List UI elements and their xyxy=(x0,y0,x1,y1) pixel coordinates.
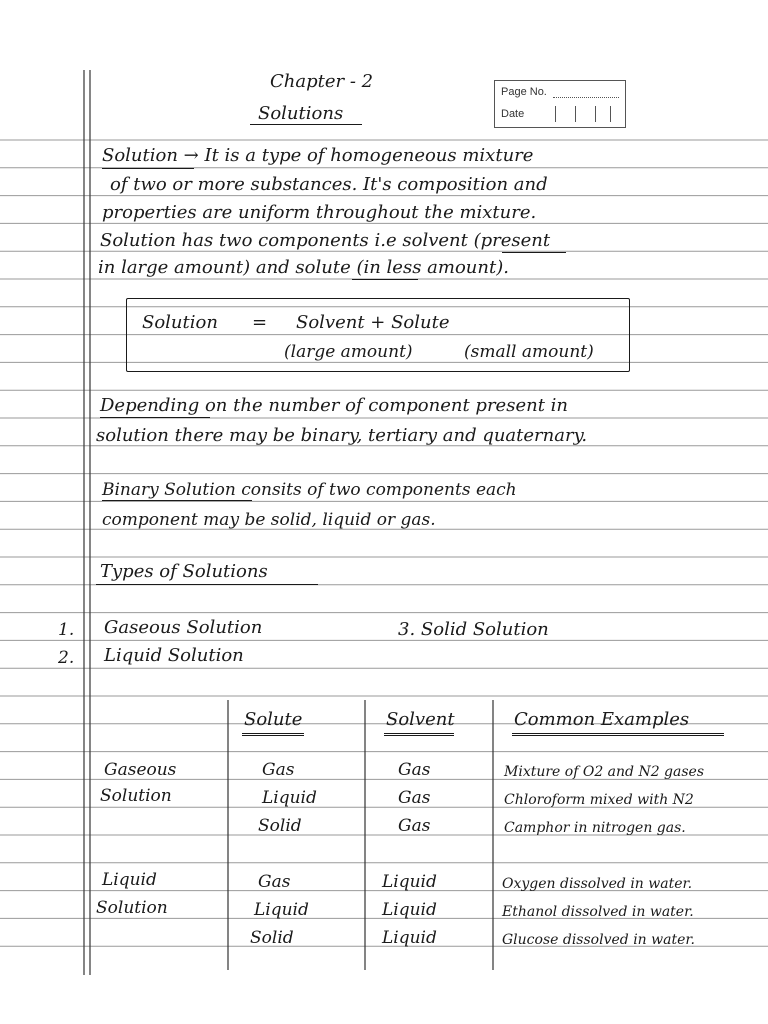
table-cell-example: Chloroform mixed with N2 xyxy=(504,792,694,808)
chapter-heading: Chapter - 2 xyxy=(270,71,374,92)
types-heading: Types of Solutions xyxy=(100,561,268,582)
type-item-number: 2. xyxy=(58,648,75,668)
equation-lhs: Solution xyxy=(142,312,218,333)
type-item-liquid: Liquid Solution xyxy=(104,645,244,666)
page-title: Solutions xyxy=(258,103,344,124)
table-cell-solvent: Liquid xyxy=(382,872,437,892)
table-cell-solvent: Gas xyxy=(398,816,431,836)
table-cell-solvent: Liquid xyxy=(382,900,437,920)
table-cell-solute: Gas xyxy=(258,872,291,892)
definition-line-5: in large amount) and solute (in less amount). xyxy=(98,257,509,278)
table-group-name: Liquid xyxy=(102,870,157,890)
header-underline xyxy=(512,733,724,736)
definition-line-2: of two or more substances. It's composition and xyxy=(110,174,548,195)
equation-equals: = xyxy=(252,312,268,333)
table-header-solute: Solute xyxy=(244,709,303,730)
table-cell-solute: Liquid xyxy=(262,788,317,808)
binary-underline xyxy=(102,500,252,501)
table-cell-solvent: Gas xyxy=(398,788,431,808)
date-cell-divider xyxy=(595,106,596,122)
type-item-number: 1. xyxy=(58,620,75,640)
solution-underline xyxy=(102,168,194,169)
page-date-box xyxy=(494,80,626,128)
date-cell-divider xyxy=(555,106,556,122)
binary-line-2: component may be solid, liquid or gas. xyxy=(102,510,436,530)
depending-line-1: Depending on the number of component present in xyxy=(100,395,568,416)
table-cell-solvent: Gas xyxy=(398,760,431,780)
page-no-line xyxy=(553,97,619,98)
type-item-solid: 3. Solid Solution xyxy=(398,619,549,640)
table-header-solvent: Solvent xyxy=(386,709,455,730)
definition-line-1: Solution → It is a type of homogeneous mixture xyxy=(102,145,534,166)
table-cell-solute: Solid xyxy=(258,816,302,836)
definition-line-3: properties are uniform throughout the mixture. xyxy=(102,202,537,223)
header-underline xyxy=(242,733,304,736)
equation-note-solvent: (large amount) xyxy=(284,342,413,362)
equation-note-solute: (small amount) xyxy=(464,342,594,362)
definition-line-4: Solution has two components i.e solvent (present xyxy=(100,230,551,251)
table-cell-example: Mixture of O2 and N2 gases xyxy=(504,764,705,780)
title-underline xyxy=(250,124,362,125)
table-header-examples: Common Examples xyxy=(514,709,690,730)
table-group-name: Solution xyxy=(96,898,168,918)
depending-underline xyxy=(100,417,210,418)
solvent-underline xyxy=(502,252,566,253)
table-cell-example: Glucose dissolved in water. xyxy=(502,932,695,948)
table-cell-example: Camphor in nitrogen gas. xyxy=(504,820,686,836)
table-cell-solvent: Liquid xyxy=(382,928,437,948)
table-group-name: Gaseous xyxy=(104,760,177,780)
solute-underline xyxy=(352,279,418,280)
header-underline xyxy=(384,733,454,736)
table-cell-solute: Gas xyxy=(262,760,295,780)
page-no-label: Page No. xyxy=(501,86,547,98)
binary-line-1: Binary Solution consits of two components each xyxy=(102,480,517,500)
date-cell-divider xyxy=(610,106,611,122)
table-cell-solute: Liquid xyxy=(254,900,309,920)
depending-line-2: solution there may be binary, tertiary and quaternary. xyxy=(96,425,588,446)
date-label: Date xyxy=(501,108,525,120)
types-underline xyxy=(96,584,318,585)
table-cell-solute: Solid xyxy=(250,928,294,948)
type-item-gaseous: Gaseous Solution xyxy=(104,617,263,638)
table-cell-example: Oxygen dissolved in water. xyxy=(502,876,693,892)
equation-rhs: Solvent + Solute xyxy=(296,312,450,333)
date-cell-divider xyxy=(575,106,576,122)
table-cell-example: Ethanol dissolved in water. xyxy=(502,904,694,920)
table-group-name: Solution xyxy=(100,786,172,806)
